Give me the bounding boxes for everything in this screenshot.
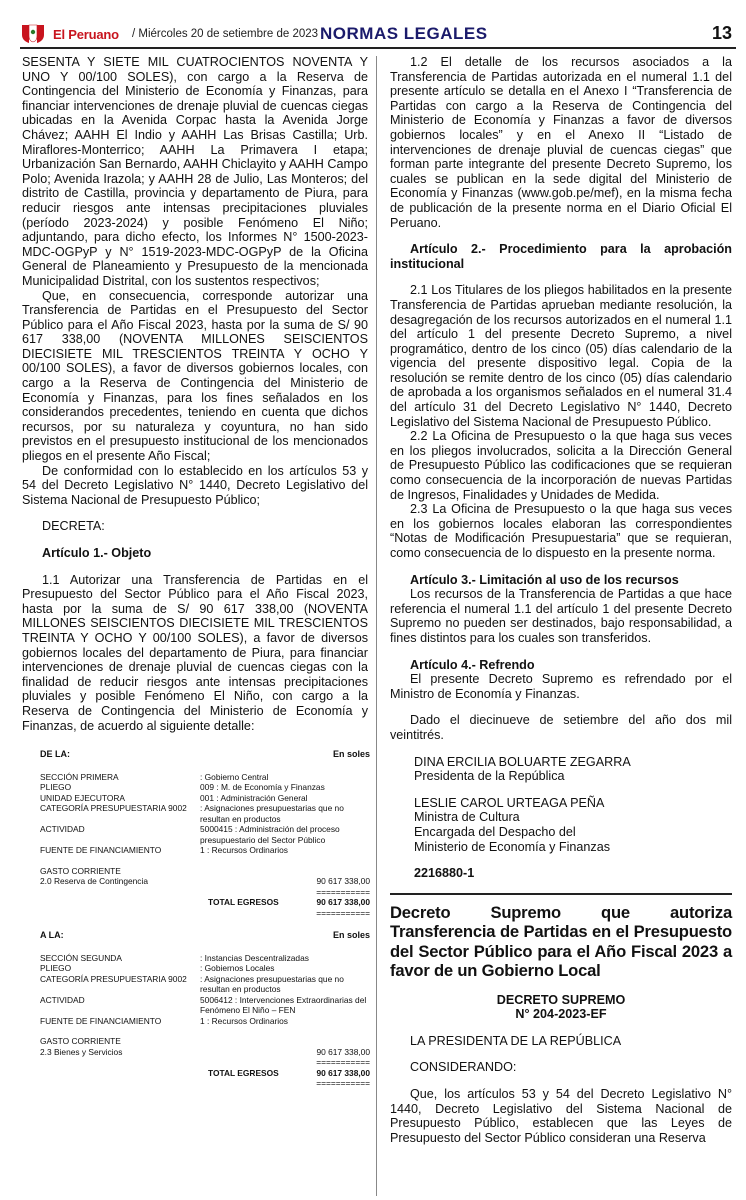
amount: 90 617 338,00	[316, 1046, 370, 1057]
decreta-heading: DECRETA:	[42, 519, 105, 534]
header-rule	[20, 47, 736, 49]
table-head: A LA:	[40, 930, 64, 941]
paragraph: 1.2 El detalle de los recursos asociados a la Transferencia de Partidas autorizada en el numeral 1.1 del presente artículo se detalla en el Anexo I “Transferencia de Partidas con cargo a la Reserva de Contingencia del Ministerio de Economía y Finanzas a favor de diversos gobiernos locales” y en el Anexo II “Listado de intervenciones de drenaje pluvial de cuencas ciegas” que forman parte integrante del presente Decreto Supremo, los cuales se publican en la sede digital del Ministerio de Economía y Finanzas (www.gob.pe/mef), en la misma fecha de publicación de la presente norma en el Diario Oficial El Peruano.	[390, 55, 732, 230]
total-amount: 90 617 338,00	[316, 897, 370, 908]
decree-label: DECRETO SUPREMO	[496, 992, 626, 1007]
publication-name: El Peruano	[53, 27, 119, 42]
paragraph: Que, en consecuencia, corresponde autorizar una Transferencia de Partidas en el Presupuesto del Sector Público para el Año Fiscal 2023, hasta por la suma de S/ 90 617 338,00 (NOVENTA MILLONES SEISCIENTOS DIECISIETE MIL TRESCIENTOS TREINTA Y OCHO Y 00/100 SOLES), a favor de diversos gobiernos locales, con cargo a la Reserva de Contingencia del Ministerio de Economía y Finanzas, para los fines señalados en los considerandos precedentes, teniendo en cuenta que dichos recursos, por su naturaleza y coyuntura, no han sido previstos en el presupuesto institucional de los mencionados pliegos en el presente Año Fiscal;	[22, 288, 368, 464]
issue-date: / Miércoles 20 de setiembre de 2023	[132, 28, 319, 40]
issuer-heading: LA PRESIDENTA DE LA REPÚBLICA	[410, 1033, 622, 1048]
left-column	[22, 55, 368, 1089]
decree-headline: Decreto Supremo que autoriza Transferencia de Partidas en el Presupuesto del Sector Público para el Año Fiscal 2023 a favor de un Gobierno Local	[390, 902, 732, 981]
decree-number: N° 204-2023-EF	[515, 1007, 607, 1022]
article-1-title: Artículo 1.- Objeto	[42, 546, 152, 560]
table-unit: En soles	[332, 930, 370, 941]
total-label: TOTAL EGRESOS	[208, 897, 279, 908]
amount: 90 617 338,00	[316, 876, 370, 887]
article-2-title: Artículo 2.- Procedimiento para la aprobación institucional	[390, 242, 732, 271]
paragraph: 2.3 La Oficina de Presupuesto o la que haga sus veces en los gobiernos locales elaboran las correspondientes “Notas de Modificación Presupuestaria” que se requieran, como consecuencia de lo dispuesto en la presente norma.	[390, 502, 732, 560]
section-title: NORMAS LEGALES	[320, 24, 488, 43]
page-number: 13	[711, 23, 732, 43]
table-row: ACTIVIDAD 5000415 : Administración del proceso presupuestario del Sector Público	[40, 824, 340, 845]
gasto-label: GASTO CORRIENTE	[40, 1036, 121, 1047]
table-row: CATEGORÍA PRESUPUESTARIA 9002 : Asignaciones presupuestarias que no resultan en productos	[40, 803, 344, 824]
paragraph: 2.1 Los Titulares de los pliegos habilitados en la presente Transferencia de Partidas aprueban mediante resolución, la desagregación de los recursos autorizados en el numeral 1.1 del artículo 1 del presente Decreto Supremo, a nivel programático, dentro de los cinco (05) días calendario de la vigencia del presente dispositivo legal. Copia de la resolución se remite dentro de los cinco (05) días calendario de aprobada a los organismos señalados en el numeral 31.4 del artículo 31 del Decreto Legislativo N° 1440, Decreto Legislativo del Sistema Nacional de Presupuesto Público.	[390, 283, 732, 429]
paragraph: SESENTA Y SIETE MIL CUATROCIENTOS NOVENTA Y UNO Y 00/100 SOLES), con cargo a la Reserva de Contingencia del Ministerio de Economía y Finanzas, para financiar intervenciones de drenaje pluvial de cuencas ciegas ubicadas en la Avenida Corpac hasta la Avenida Jorge Chávez; AAHH El Indio y AAHH Las Brisas Castilla; Urb. Miraflores-Monterrico; AAHH La Primavera I etapa; Urbanización San Bernardo, AAHH Chiclayito y AAHH Campo Polo; Avenida Irazola; y AAHH 28 de Julio, Las Monteros; del distrito de Castilla, provincia y departamento de Piura, para reducir riesgos ante intensas precipitaciones pluviales (período 2023-2024) y posible Fenómeno El Niño; adjuntando, para dicho efecto, los Informes N° 1500-2023-MDC-OGPyP y N° 1519-2023-MDC-OGPyP de la Oficina General de Planeamiento y Presupuesto de la mencionada Municipalidad Distrital, con los sustentos respectivos;	[22, 55, 368, 288]
table-row: FUENTE DE FINANCIAMIENTO 1 : Recursos Ordinarios	[40, 1015, 288, 1026]
table-row: PLIEGO 009 : M. de Economía y Finanzas	[40, 782, 325, 793]
paragraph: Que, los artículos 53 y 54 del Decreto Legislativo N° 1440, Decreto Legislativo del Sistema Nacional de Presupuesto Público, establecen que las Leyes de Presupuesto del Sector Público consideran una Reserva	[390, 1087, 732, 1145]
table-row: SECCIÓN SEGUNDA : Instancias Descentralizadas	[40, 952, 309, 963]
column-divider	[376, 56, 377, 1196]
signatory-name: DINA ERCILIA BOLUARTE ZEGARRA	[414, 754, 631, 769]
table-row: FUENTE DE FINANCIAMIENTO 1 : Recursos Ordinarios	[40, 845, 288, 856]
table-row: PLIEGO : Gobiernos Locales	[40, 963, 275, 974]
total-label: TOTAL EGRESOS	[208, 1067, 279, 1078]
signatory-role: Ministerio de Economía y Finanzas	[414, 839, 610, 854]
paragraph: 2.2 La Oficina de Presupuesto o la que haga sus veces en los pliegos involucrados, solicita a la Dirección General de Presupuesto Público las codificaciones que se requieran como consecuencia de la incorporación de nuevas Partidas de Ingresos, Finalidades y Unidades de Medida.	[390, 429, 732, 502]
paragraph: Los recursos de la Transferencia de Partidas a que hace referencia el numeral 1.1 del artículo 1 del presente Decreto Supremo no pueden ser destinados, bajo responsabilidad, a fines distintos para los cuales son transferidos.	[390, 587, 732, 645]
budget-table-from: DE LA: En soles SECCIÓN PRIMERA : Gobierno Central PLIEGO 009 : M. de Economía y Finanzas UNIDAD EJECUTORA 001 : Administración General CATEGORÍA PRESUPUESTARIA 9002 : Asignaciones presupuestarias que no resultan en productos ACTIVIDAD 5000415 : Administración del proceso presupuestario del Sector Público FUENTE DE FINANCIAMIENTO 1 : Recursos Ordinarios GASTO CORRIENTE 2.0 Reserva de Contingencia 90 617 338,00 =========== TOTAL EGRESOS 90 617 338,00 ===========	[40, 749, 370, 918]
gasto-label: GASTO CORRIENTE	[40, 865, 121, 876]
signatory-role: Ministra de Cultura	[414, 810, 520, 825]
signatory-role: Encargada del Despacho del	[414, 824, 576, 839]
signatory-role: Presidenta de la República	[414, 769, 565, 784]
table-head: DE LA:	[40, 749, 70, 760]
table-row: ACTIVIDAD 5006412 : Intervenciones Extraordinarias del Fenómeno El Niño – FEN	[40, 994, 367, 1016]
budget-table-to: A LA: En soles SECCIÓN SEGUNDA : Instancias Descentralizadas PLIEGO : Gobiernos Locales CATEGORÍA PRESUPUESTARIA 9002 : Asignaciones presupuestarias que no resultan en productos ACTIVIDAD 5006412 : Intervenciones Extraordinarias del Fenómeno El Niño – FEN FUENTE DE FINANCIAMIENTO 1 : Recursos Ordinarios GASTO CORRIENTE 2.3 Bienes y Servicios 90 617 338,00 =========== TOTAL EGRESOS 90 617 338,00 ===========	[40, 930, 370, 1089]
peru-shield-logo-icon	[20, 23, 46, 45]
total-amount: 90 617 338,00	[316, 1067, 370, 1078]
article-3-title: Artículo 3.- Limitación al uso de los recursos	[410, 572, 679, 587]
gasto-item: 2.3 Bienes y Servicios	[40, 1046, 123, 1057]
gasto-item: 2.0 Reserva de Contingencia	[40, 876, 149, 887]
right-column	[390, 55, 732, 1145]
signatory-name: LESLIE CAROL URTEAGA PEÑA	[414, 795, 605, 810]
paragraph: Dado el diecinueve de setiembre del año dos mil veintitrés.	[390, 713, 732, 742]
page-header	[20, 22, 736, 46]
table-row: CATEGORÍA PRESUPUESTARIA 9002 : Asignaciones presupuestarias que no resultan en productos	[40, 973, 344, 995]
article-4-title: Artículo 4.- Refrendo	[410, 657, 535, 672]
table-unit: En soles	[332, 749, 370, 760]
table-row: SECCIÓN PRIMERA : Gobierno Central	[40, 771, 269, 782]
publication-code: 2216880-1	[414, 866, 475, 881]
paragraph: De conformidad con lo establecido en los artículos 53 y 54 del Decreto Legislativo N° 1440, Decreto Legislativo del Sistema Nacional de Presupuesto Público;	[22, 463, 368, 507]
paragraph: El presente Decreto Supremo es refrendado por el Ministro de Economía y Finanzas.	[390, 672, 732, 701]
table-row: UNIDAD EJECUTORA 001 : Administración General	[40, 792, 308, 803]
paragraph: 1.1 Autorizar una Transferencia de Partidas en el Presupuesto del Sector Público para el Año Fiscal 2023, hasta por la suma de S/ 90 617 338,00 (NOVENTA MILLONES SEISCIENTOS DIECISIETE MIL TRESCIENTOS TREINTA Y OCHO Y 00/100 SOLES), a favor de diversos gobiernos locales del departamento de Piura, para financiar intervenciones de drenaje pluvial de cuencas ciegas con la finalidad de reducir riesgos ante intensas precipitaciones pluviales y posible Fenómeno El Niño, con cargo a la Reserva de Contingencia del Ministerio de Economía y Finanzas, de acuerdo al siguiente detalle:	[22, 572, 368, 733]
considerando-heading: CONSIDERANDO:	[410, 1060, 517, 1075]
